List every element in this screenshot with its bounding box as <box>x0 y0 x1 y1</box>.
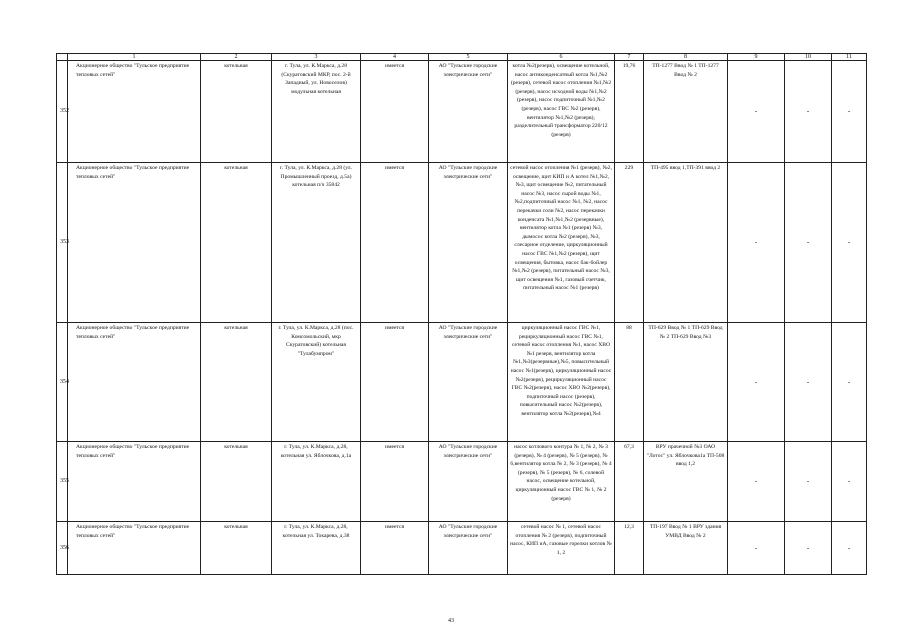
equipment-cell: сетевой насос отопления №1 (резерв), №2, освещение, щит КИП и А котел №1,№2, №3, щит освещение №2, питательный насос №3, насос сырой воды №1, №2,подпиточный насос №1, №2, насос перекачки соли №2, насос перекачки конденсата №1,№1,№2 (резервные), вентилятор котла №1 (резерв) №3, дымосос котла №2 (резерв), №3, слесарное отделение, циркуляционный насос ГВС №1,№2 (резерв), щит освещения, бытовка, насос бак-бойлер №1,№2 (резерв), питательный насос №3, щит освещения №1, газовый счетчик, питательный насос №1 (резерв) <box>508 163 615 323</box>
object-type-cell: котельная <box>201 522 272 575</box>
owner-cell: Акционерное общество "Тульское предприятие тепловых сетей" <box>68 442 201 522</box>
owner-cell: Акционерное общество "Тульское предприятие тепловых сетей" <box>68 61 201 163</box>
header-cell-11: 11 <box>832 54 867 61</box>
availability-cell: имеется <box>361 442 429 522</box>
table-row <box>57 61 867 163</box>
row-number: 356 <box>57 522 68 575</box>
address-cell: г. Тула, ул. К.Маркса, д.28 (Скуратовский МКР, пос. 2-й Западный, ул. Новоселов) модульная котельная <box>272 61 361 163</box>
power-cell: 229 <box>615 163 644 323</box>
header-cell-7: 7 <box>615 54 644 61</box>
header-cell-8: 8 <box>644 54 728 61</box>
power-input-cell: ТП-197 Ввод № 1 ВРУ здания УМВД Ввод № 2 <box>644 522 728 575</box>
availability-cell: имеется <box>361 323 429 442</box>
supplier-cell: АО "Тульские городские электрические сети" <box>429 61 508 163</box>
object-type-cell: котельная <box>201 61 272 163</box>
table-row <box>57 522 867 575</box>
main-table <box>56 53 867 575</box>
col10-cell: - <box>785 442 832 522</box>
col11-cell: - <box>832 163 867 323</box>
power-cell: 67,3 <box>615 442 644 522</box>
object-type-cell: котельная <box>201 323 272 442</box>
equipment-cell: котла №2(резерв), освещение котельной, насос антиконденсатный котла №1,№2 (резерв), сетевой насос отопления №1,№2 (резерв), насос исходной воды №1,№2 (резерв), насос подпиточный №1,№2 (резерв), насос ГВС №2 (резерв), вентилятор №1,№2 (резерв), разделительный трансформатор 220/12 (резерв) <box>508 61 615 163</box>
page-number: 43 <box>448 618 454 624</box>
address-cell: г. Тула, ул. К.Маркса, д.28, котельная ул. Токарева, д.38 <box>272 522 361 575</box>
col10-cell: - <box>785 61 832 163</box>
col9-cell: - <box>728 442 785 522</box>
owner-cell: Акционерное общество "Тульское предприятие тепловых сетей" <box>68 522 201 575</box>
availability-cell: имеется <box>361 163 429 323</box>
object-type-cell: котельная <box>201 163 272 323</box>
supplier-cell: АО "Тульские городские электрические сети" <box>429 323 508 442</box>
owner-cell: Акционерное общество "Тульское предприятие тепловых сетей" <box>68 323 201 442</box>
col9-cell: - <box>728 163 785 323</box>
col9-cell: - <box>728 61 785 163</box>
power-input-cell: ВРУ прачечной №3 ОАО "Лотос" ул. Яблочкова1а ТП-508 ввод 1,2 <box>644 442 728 522</box>
row-number: 352 <box>57 61 68 163</box>
col10-cell: - <box>785 522 832 575</box>
col11-cell: - <box>832 323 867 442</box>
power-cell: 88 <box>615 323 644 442</box>
owner-cell: Акционерное общество "Тульское предприятие тепловых сетей" <box>68 163 201 323</box>
supplier-cell: АО "Тульские городские электрические сети" <box>429 522 508 575</box>
header-cell-1: 1 <box>68 54 201 61</box>
object-type-cell: котельная <box>201 442 272 522</box>
col11-cell: - <box>832 522 867 575</box>
header-cell-9: 9 <box>728 54 785 61</box>
header-cell-0 <box>57 54 68 61</box>
supplier-cell: АО "Тульские городские электрические сети" <box>429 163 508 323</box>
power-input-cell: ТП-1277 Ввод № 1 ТП-1277 Ввод № 2 <box>644 61 728 163</box>
power-cell: 19,76 <box>615 61 644 163</box>
row-number: 354 <box>57 323 68 442</box>
table-row <box>57 323 867 442</box>
header-cell-10: 10 <box>785 54 832 61</box>
header-row <box>57 54 867 61</box>
supplier-cell: АО "Тульские городские электрические сети" <box>429 442 508 522</box>
table-row <box>57 163 867 323</box>
power-input-cell: ТП-629 Ввод № 1 ТП-629 Ввод № 2 ТП-629 Ввод №3 <box>644 323 728 442</box>
table-row <box>57 442 867 522</box>
availability-cell: имеется <box>361 61 429 163</box>
header-cell-2: 2 <box>201 54 272 61</box>
col10-cell: - <box>785 323 832 442</box>
col10-cell: - <box>785 163 832 323</box>
col11-cell: - <box>832 61 867 163</box>
equipment-cell: насос котлового контура № 1, № 2, № 3 (резерв), № 4 (резерв), № 5 (резерв), № 6,вентилятор котла № 2, № 3 (резерв), № 4 (резерв), № 5 (резерв), № 6, солевой насос, освещение котельной, циркуляционный насос ГВС № 1, № 2 (резерв) <box>508 442 615 522</box>
equipment-cell: сетевой насос № 1, сетевой насос отопления № 2 (резерв), подпиточный насос, КИП иА, газовые горелки котлов № 1, 2 <box>508 522 615 575</box>
address-cell: г. Тула, ул. К.Маркса, д.28 (пос. Комсомольский, мкр Скуратовский) котельная "Тулабумпром" <box>272 323 361 442</box>
header-cell-6: 6 <box>508 54 615 61</box>
header-cell-5: 5 <box>429 54 508 61</box>
address-cell: г. Тула, ул. К.Маркса, д.28, котельная ул. Яблочкова, д.1а <box>272 442 361 522</box>
power-input-cell: ТП-495 ввод 1,ТП-391 ввод 2 <box>644 163 728 323</box>
col9-cell: - <box>728 522 785 575</box>
col11-cell: - <box>832 442 867 522</box>
header-cell-4: 4 <box>361 54 429 61</box>
header-cell-3: 3 <box>272 54 361 61</box>
address-cell: г. Тула, ул. К.Маркса, д.28 (ул. Промышленный проезд, д.5а) котельная п/ч 35842 <box>272 163 361 323</box>
col9-cell: - <box>728 323 785 442</box>
availability-cell: имеется <box>361 522 429 575</box>
row-number: 355 <box>57 442 68 522</box>
power-cell: 12,3 <box>615 522 644 575</box>
equipment-cell: циркуляционный насос ГВС №1, рециркуляционный насос ГВС №1, сетевой насос отопления №1, насос ХВО №1 резерв, вентилятор котла №1,№3(резервные),№5, повысительный насос №1(резерв), циркуляционный насос №2(резерв), рециркуляционный насос ГВС №2(резерв), насос ХВО №2(резерв), подпиточный насос (резерв), повысительный насос №2(резерв), вентилятор котла №2(резерв),№4 <box>508 323 615 442</box>
row-number: 353 <box>57 163 68 323</box>
